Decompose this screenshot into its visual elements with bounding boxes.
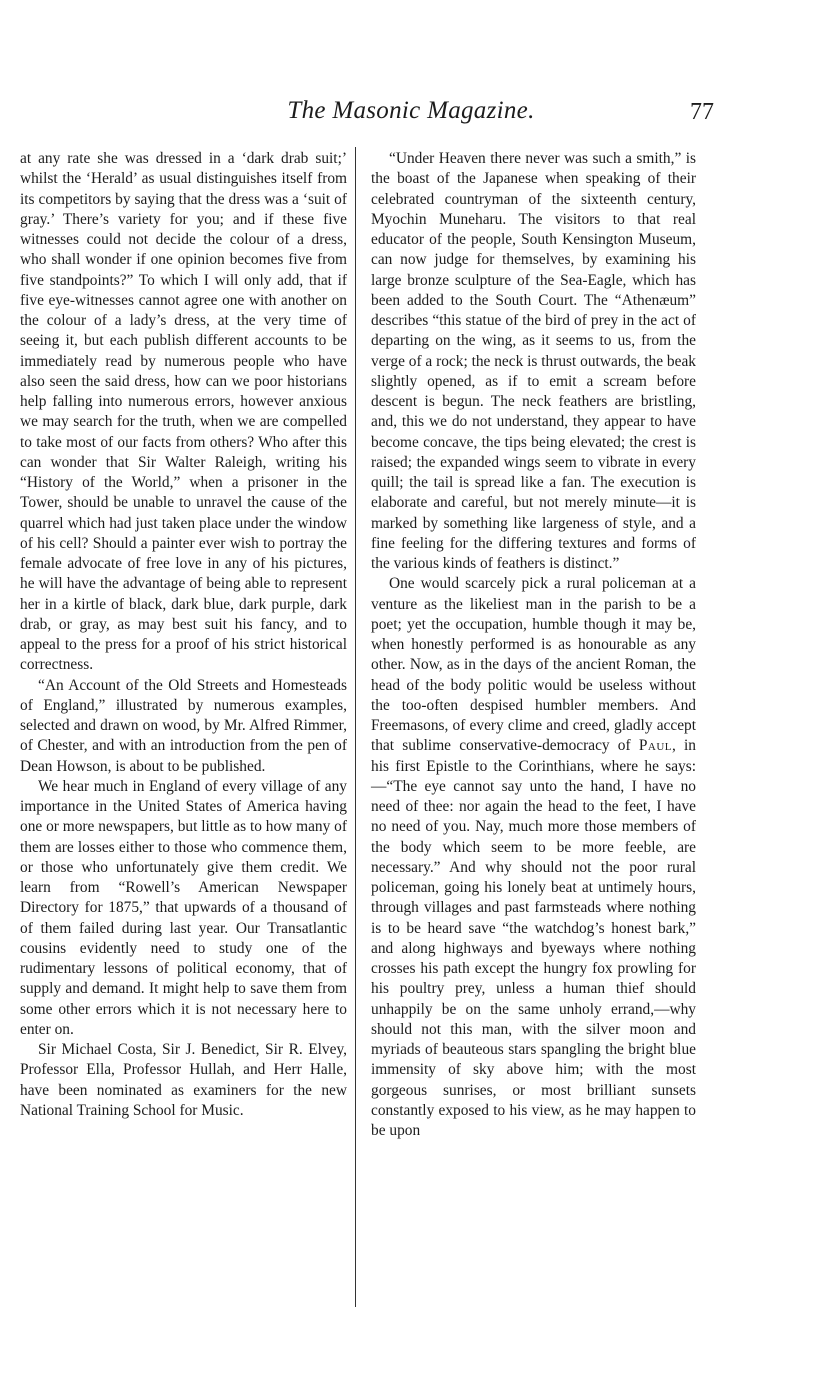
- running-header: [0, 93, 822, 133]
- paragraph-rural-policeman: [371, 574, 696, 1141]
- column-divider: [355, 147, 356, 1307]
- paragraph-colour-of-dress: at any rate she was dressed in a ‘dark drab suit;’ whilst the ‘Herald’ as usual distinguishes itself from its competitors by saying that the dress was a ‘suit of gray.’ There’s variety for you; and if these five witnesses could not decide the colour of a dress, who shall wonder if one opinion becomes five from five standpoints?” To which I will only add, that if five eye-witnesses cannot agree one with another on the colour of a lady’s dress, at the very time of seeing it, but each publish different accounts to be immediately read by numerous people who have also seen the said dress, how can we poor historians help falling into numerous errors, however anxious we may search for the truth, when we are compelled to take most of our facts from others? Who after this can wonder that Sir Walter Raleigh, writing his “History of the World,” when a prisoner in the Tower, should be unable to unravel the cause of the quarrel which had just taken place under the window of his cell? Should a painter ever wish to portray the female advocate of free love in any of his pictures, he will have the advantage of being able to represent her in a kirtle of black, dark blue, dark purple, dark drab, or gray, as may best suit his fancy, and to appeal to the press for a proof of his strict historical correctness.: [20, 150, 347, 674]
- apostle-name: Paul: [638, 737, 672, 755]
- policeman-text-a: One would scarcely pick a rural policeman at a venture as the likeliest man in the parish to be a poet; yet the occupation, humble though it may be, when honestly performed is as honourable as any other. Now, as in the days of the ancient Roman, the head of the body politic would be useless without the too-often despised humbler members. And Freemasons, of every clime and creed, gladly accept that sublime conservative-democracy of: [371, 575, 696, 755]
- paragraph-music-examiners: Sir Michael Costa, Sir J. Benedict, Sir R. Elvey, Professor Ella, Professor Hullah, and Herr Halle, have been nominated as examiners for the new National Training School for Music.: [20, 1041, 347, 1119]
- left-column: [20, 149, 347, 1121]
- paragraph-american-newspapers: We hear much in England of every village of any importance in the United States of America having one or more newspapers, but little as to how many of them are losses either to those who commence them, or those who unfortunately give them credit. We learn from “Rowell’s American Newspaper Directory for 1875,” that upwards of a thousand of of them failed during last year. Our Transatlantic cousins evidently need to study one of the rudimentary lessons of political economy, that of supply and demand. It might help to save them from some other errors which it is not necessary here to enter on.: [20, 777, 347, 1038]
- page-number: 77: [690, 99, 714, 125]
- paragraph-old-streets: “An Account of the Old Streets and Homesteads of England,” illustrated by numerous examples, selected and drawn on wood, by Mr. Alfred Rimmer, of Chester, and with an introduction from the pen of Dean Howson, is about to be published.: [20, 676, 347, 775]
- right-column: [371, 149, 696, 1141]
- magazine-title: The Masonic Magazine.: [287, 97, 535, 124]
- paragraph-sea-eagle: “Under Heaven there never was such a smith,” is the boast of the Japanese when speaking of their celebrated countryman of the sixteenth century, Myochin Muneharu. The visitors to that real educator of the people, South Kensington Museum, can now judge for themselves, by examining his large bronze sculpture of the Sea-Eagle, which has been added to the South Court. The “Athenæum” describes “this statue of the bird of prey in the act of departing on the wing, as it seems to us, from the verge of a rock; the neck is thrust outwards, the beak slightly opened, as if to emit a scream before descent is begun. The neck feathers are bristling, and, this we do not understand, they appear to have become concave, the tips being elevated; the crest is raised; the expanded wings seem to vibrate in every quill; the tail is spread like a fan. The execution is elaborate and careful, but not merely minute—it is marked by something like largeness of style, and a fine feeling for the differing textures and forms of the various kinds of feathers is distinct.”: [371, 150, 696, 572]
- policeman-text-b: , in his first Epistle to the Corinthians, where he says:—“The eye cannot say unto the hand, I have no need of thee: nor again the head to the feet, I have no need of you. Nay, much more those members of the body which seem to be more feeble, are necessary.” And why should not the poor rural policeman, going his lonely beat at untimely hours, through villages and past farmsteads where nothing is to be heard save “the watchdog’s honest bark,” and along highways and byeways where nothing crosses his path except the hungry fox prowling for his poultry prey, unless a human thief should unhappily be on the same unholy errand,—why should not this man, with the silver moon and myriads of beauteous stars spangling the bright blue immensity of sky above him; with the most gorgeous sunrises, or most brilliant sunsets constantly exposed to his view, as he may happen to be upon: [371, 737, 696, 1139]
